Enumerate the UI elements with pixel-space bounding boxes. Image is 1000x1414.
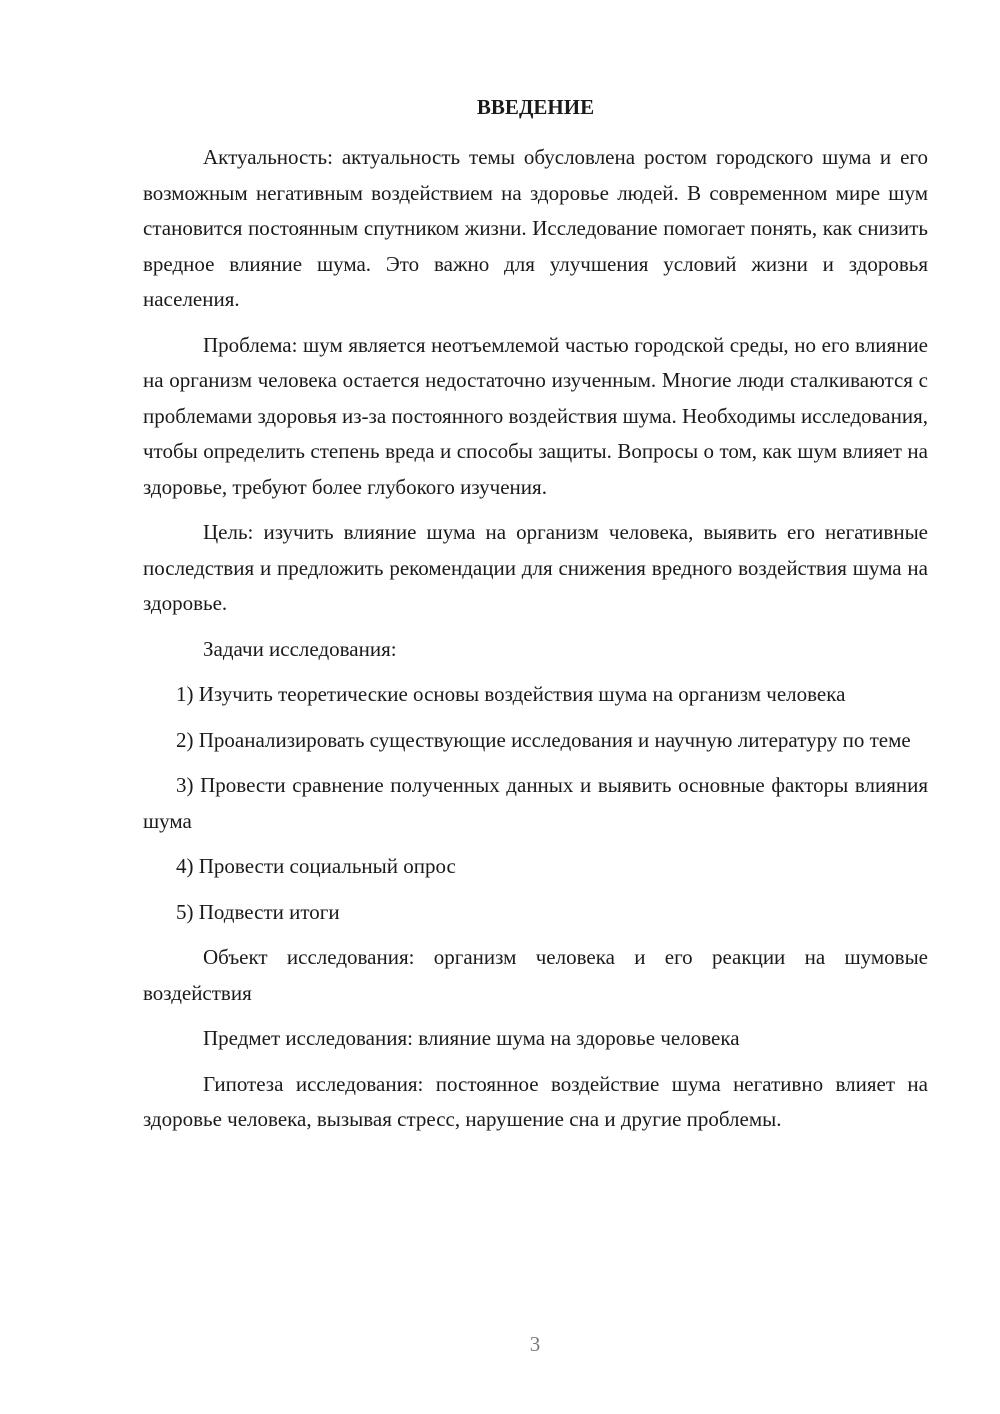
tasks-heading: Задачи исследования:	[203, 636, 397, 661]
document-page	[143, 92, 928, 1148]
task-item: 4) Провести социальный опрос	[176, 854, 456, 878]
relevance-paragraph: Актуальность: актуальность темы обусловлена ростом городского шума и его возможным негативным воздействием на здоровье людей. В современном мире шум становится постоянным спутником жизни. Исследование помогает понять, как снизить вредное влияние шума. Это важно для улучшения условий жизни и здоровья населения.	[143, 145, 928, 311]
page-number: 3	[529, 1332, 541, 1356]
task-item: 5) Подвести итоги	[176, 899, 340, 924]
task-item: 1) Изучить теоретические основы воздействия шума на организм человека	[176, 682, 846, 706]
hypothesis-paragraph: Гипотеза исследования: постоянное воздействие шума негативно влияет на здоровье человека, вызывая стресс, нарушение сна и другие проблемы.	[143, 1071, 928, 1131]
task-item: 3) Провести сравнение полученных данных и выявить основные факторы влияния шума	[143, 773, 928, 833]
task-item: 2) Проанализировать существующие исследования и научную литературу по теме	[176, 727, 911, 752]
goal-paragraph: Цель: изучить влияние шума на организм человека, выявить его негативные последствия и предложить рекомендации для снижения вредного воздействия шума на здоровье.	[143, 520, 928, 615]
problem-paragraph: Проблема: шум является неотъемлемой частью городской среды, но его влияние на организм человека остается недостаточно изученным. Многие люди сталкиваются с проблемами здоровья из-за постоянного воздействия шума. Необходимы исследования, чтобы определить степень вреда и способы защиты. Вопросы о том, как шум влияет на здоровье, требуют более глубокого изучения.	[143, 332, 928, 499]
object-paragraph: Объект исследования: организм человека и его реакции на шумовые воздействия	[143, 945, 928, 1005]
section-title: ВВЕДЕНИЕ	[476, 95, 595, 119]
subject-paragraph: Предмет исследования: влияние шума на здоровье человека	[203, 1026, 740, 1050]
